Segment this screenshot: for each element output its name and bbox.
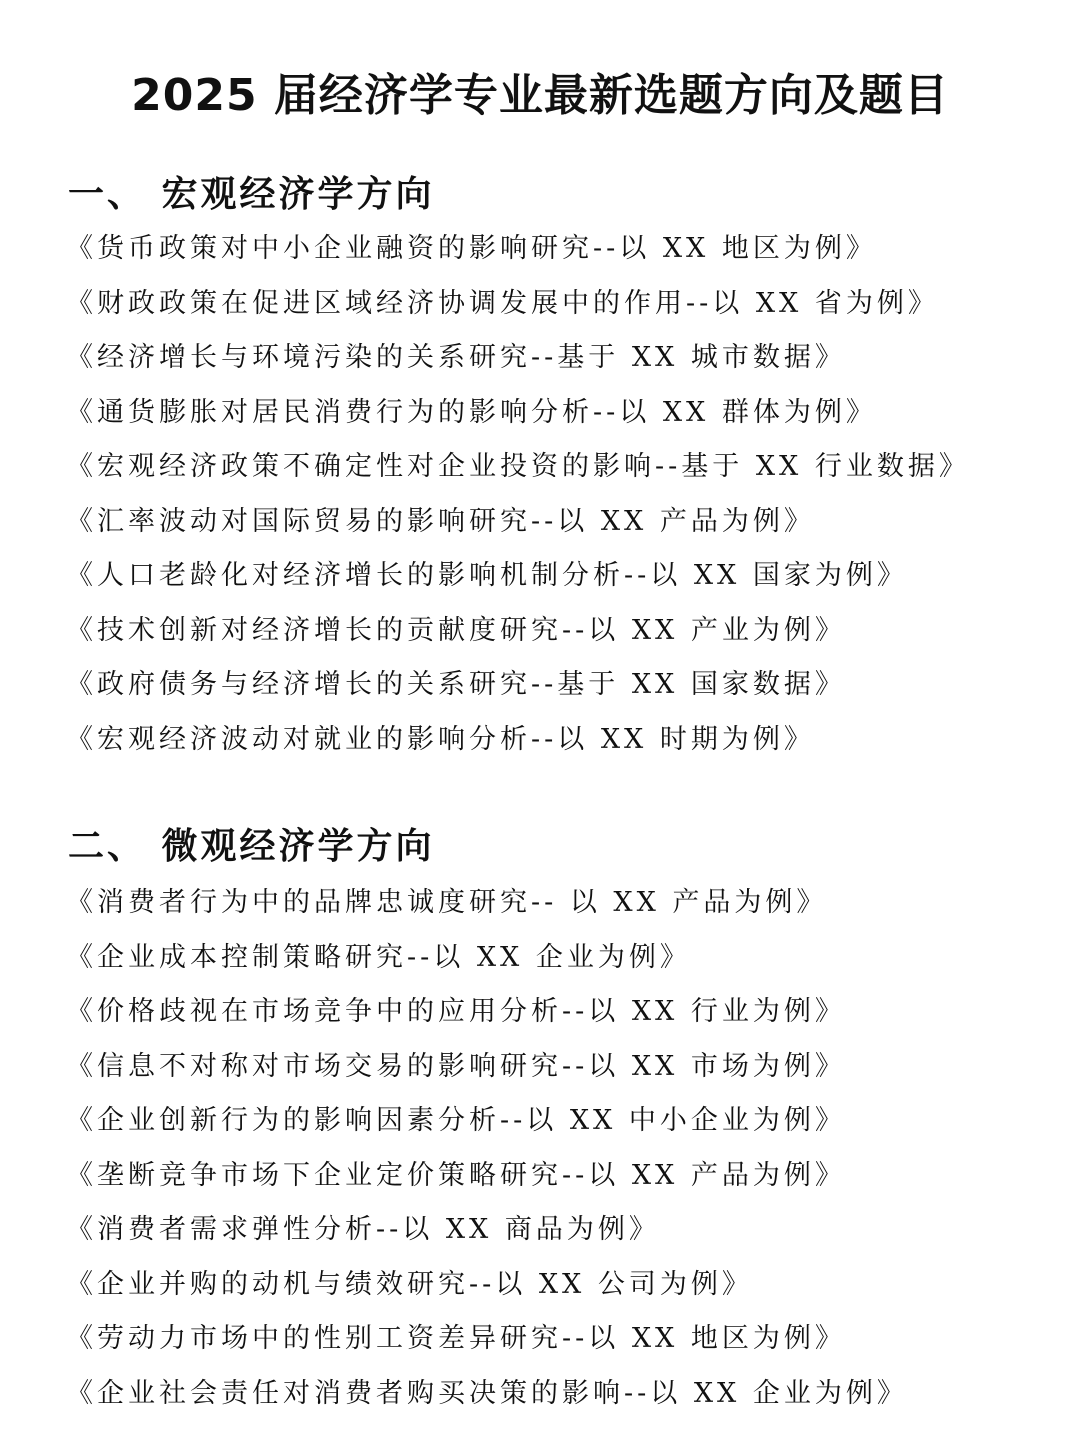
section-heading-microeconomics: 二、 微观经济学方向 [68,825,435,867]
topic-item: 《企业并购的动机与绩效研究--以 XX 公司为例》 [66,1268,753,1300]
topic-item: 《货币政策对中小企业融资的影响研究--以 XX 地区为例》 [66,233,877,264]
topic-item: 《信息不对称对市场交易的影响研究--以 XX 市场为例》 [66,1050,846,1082]
topic-item: 《劳动力市场中的性别工资差异研究--以 XX 地区为例》 [66,1323,846,1354]
topic-item: 《财政政策在促进区域经济协调发展中的作用--以 XX 省为例》 [66,287,939,319]
topic-item: 《消费者需求弹性分析--以 XX 商品为例》 [66,1214,660,1245]
topic-item: 《通货膨胀对居民消费行为的影响分析--以 XX 群体为例》 [66,396,877,428]
topic-item: 《政府债务与经济增长的关系研究--基于 XX 国家数据》 [66,669,846,700]
topic-item: 《消费者行为中的品牌忠诚度研究-- 以 XX 产品为例》 [66,887,828,918]
section-heading-macroeconomics: 一、 宏观经济学方向 [68,173,435,215]
topic-item: 《技术创新对经济增长的贡献度研究--以 XX 产业为例》 [66,614,846,646]
topic-item: 《企业成本控制策略研究--以 XX 企业为例》 [66,941,691,973]
topic-item: 《宏观经济波动对就业的影响分析--以 XX 时期为例》 [66,723,815,755]
topic-item: 《企业社会责任对消费者购买决策的影响--以 XX 企业为例》 [66,1377,908,1409]
topic-item: 《人口老龄化对经济增长的影响机制分析--以 XX 国家为例》 [66,560,908,591]
topic-item: 《价格歧视在市场竞争中的应用分析--以 XX 行业为例》 [66,996,846,1027]
topic-list-macroeconomics [66,226,970,771]
topic-item: 《垄断竞争市场下企业定价策略研究--以 XX 产品为例》 [66,1159,846,1191]
topic-list-microeconomics [66,880,908,1425]
topic-item: 《汇率波动对国际贸易的影响研究--以 XX 产品为例》 [66,505,815,537]
topic-item: 《经济增长与环境污染的关系研究--基于 XX 城市数据》 [66,342,846,373]
topic-item: 《企业创新行为的影响因素分析--以 XX 中小企业为例》 [66,1105,846,1136]
page-title: 2025 届经济学专业最新选题方向及题目 [131,70,949,121]
topic-item: 《宏观经济政策不确定性对企业投资的影响--基于 XX 行业数据》 [66,451,970,482]
